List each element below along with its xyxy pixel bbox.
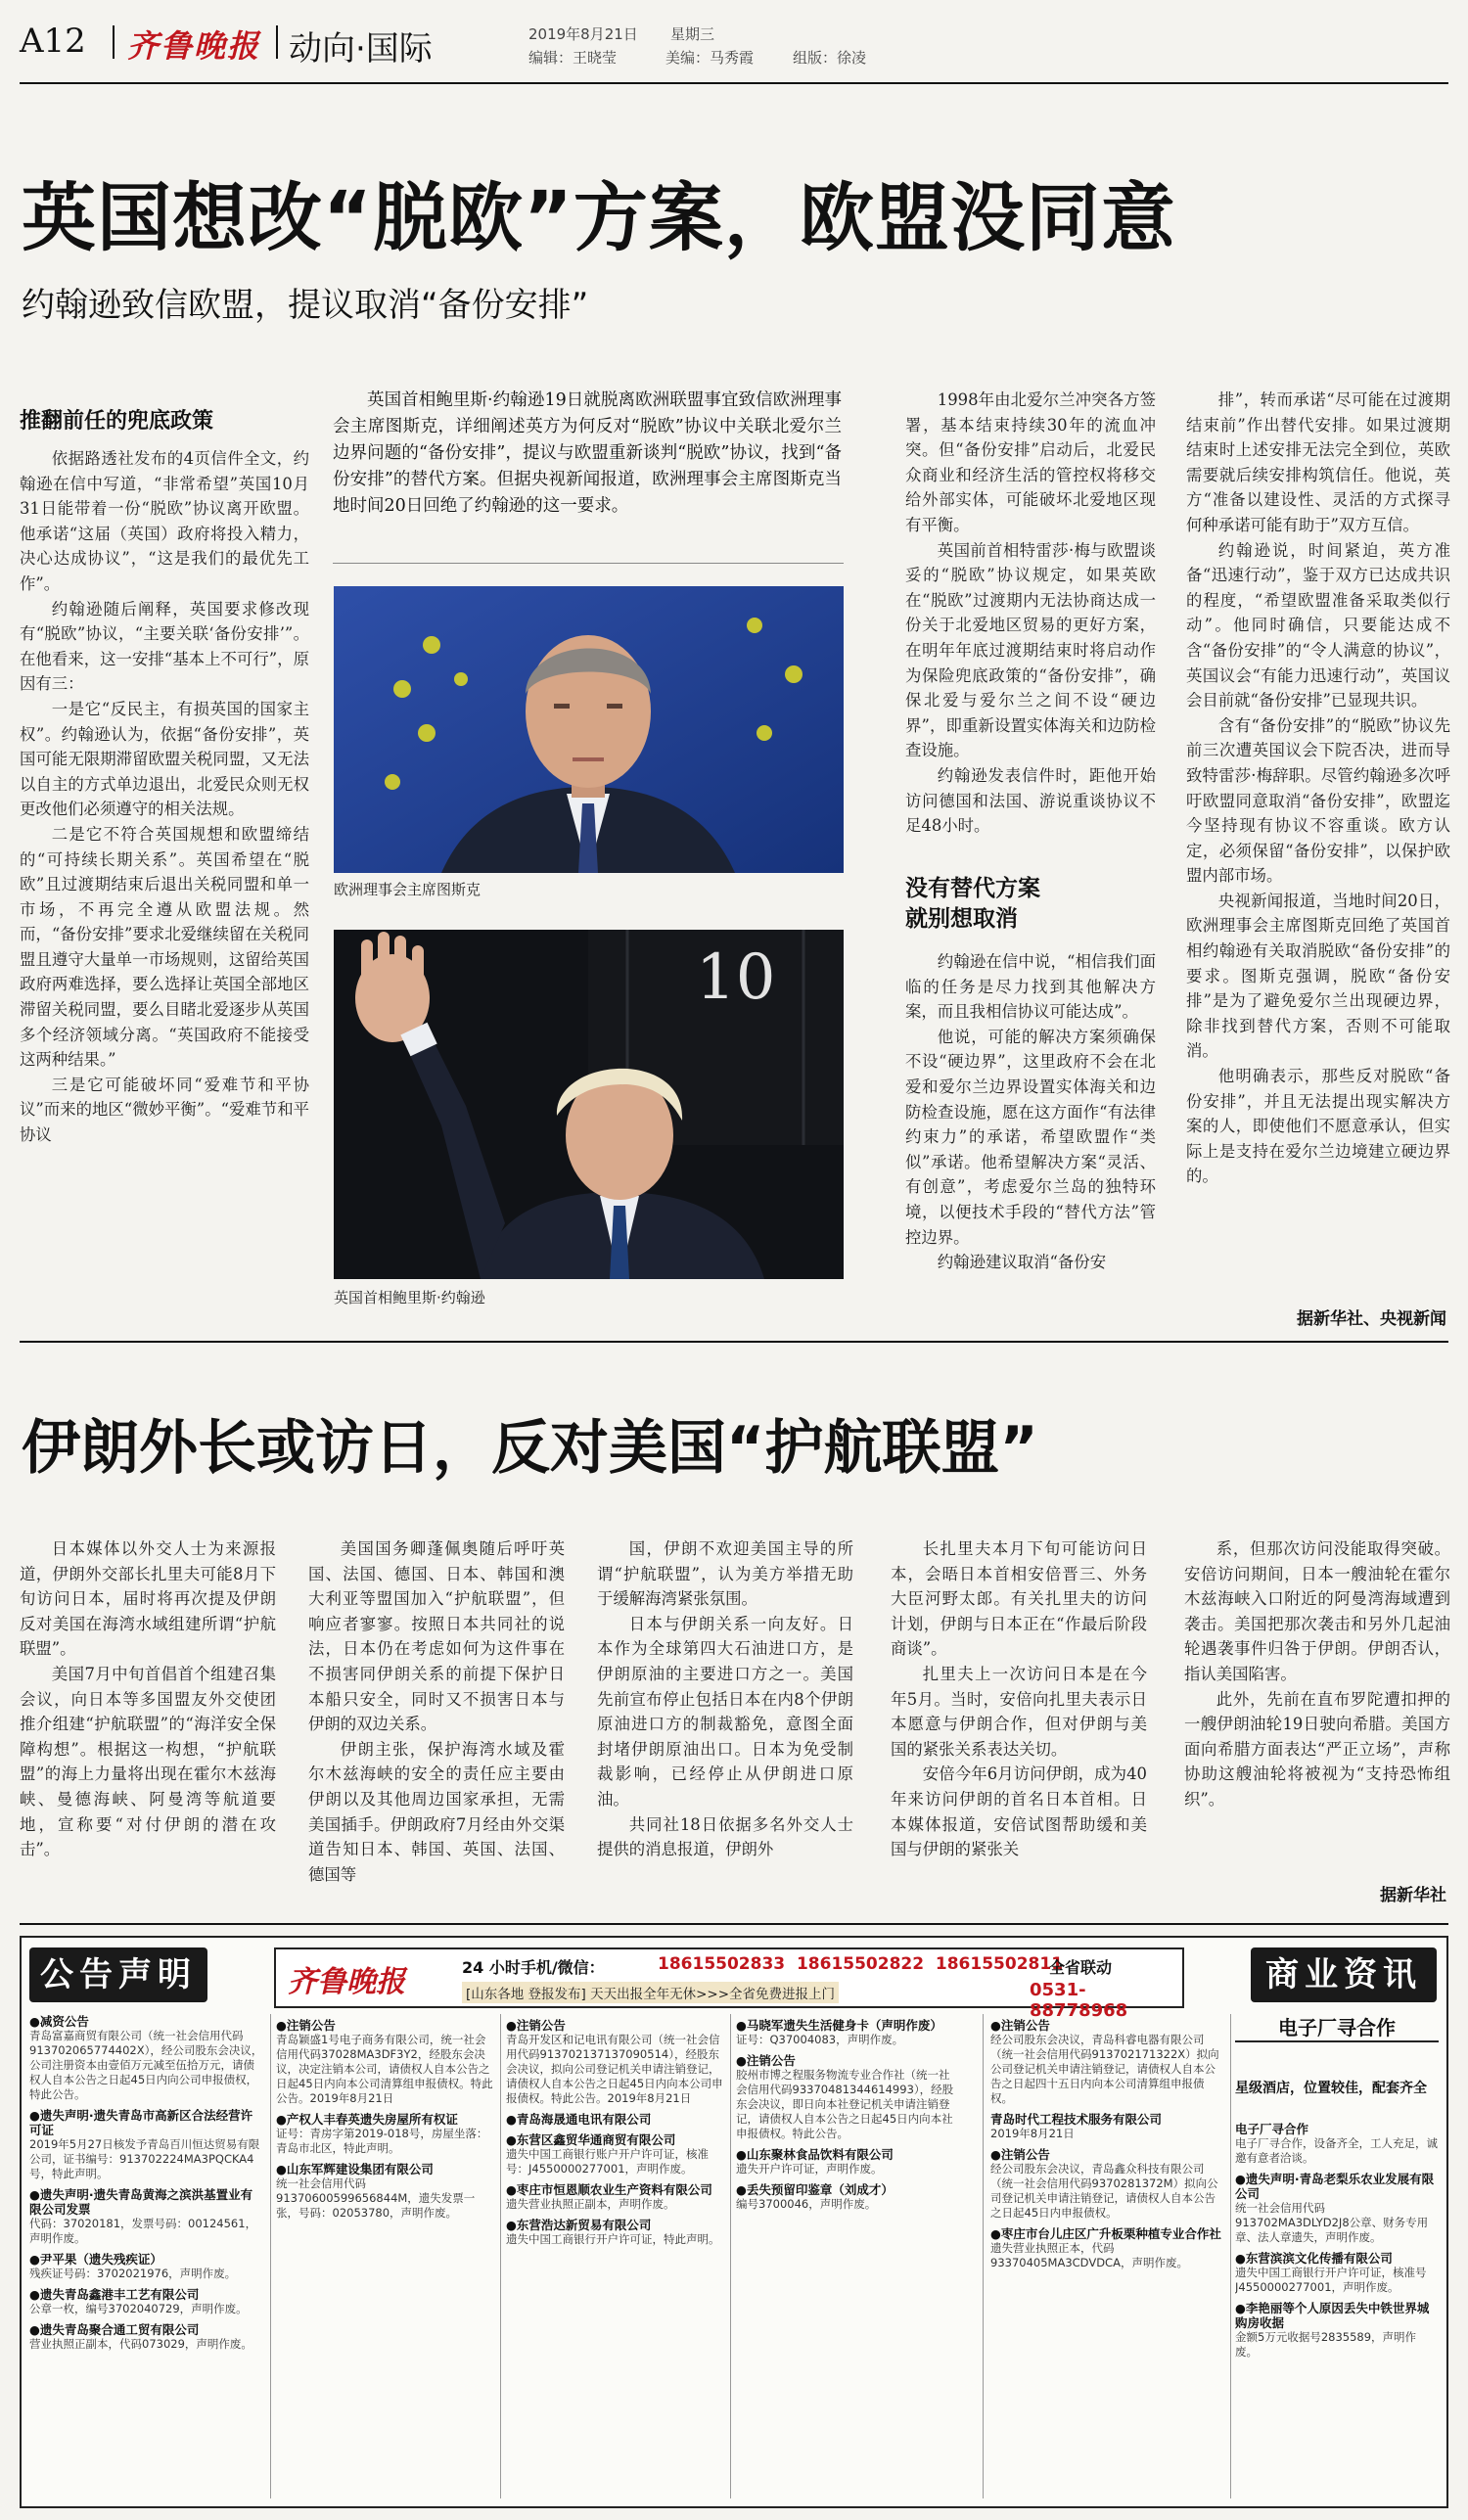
notice-section-label: 公告声明 bbox=[29, 1947, 207, 2002]
ad-item bbox=[506, 2182, 726, 2212]
ad-title: ●注销公告 bbox=[276, 2018, 336, 2033]
ads-rule bbox=[20, 1923, 1448, 1925]
ad-title: ●东营浩达新贸易有限公司 bbox=[506, 2218, 652, 2232]
paragraph: 日本媒体以外交人士为来源报道，伊朗外交部长扎里夫可能8月下旬访问日本，届时将再次提及伊朗反对美国在海湾水域组建所谓“护航联盟”。 bbox=[20, 1539, 276, 1659]
story1-column-1 bbox=[20, 401, 309, 1326]
ad-item bbox=[990, 2226, 1225, 2270]
ad-title: ●注销公告 bbox=[990, 2018, 1050, 2033]
paragraph: 共同社18日依据多名外交人士提供的消息报道，伊朗外 bbox=[597, 1814, 853, 1859]
story2-column-5 bbox=[1184, 1536, 1450, 1874]
ad-title: ●山东军辉建设集团有限公司 bbox=[276, 2162, 434, 2176]
johnson-photo-graphic bbox=[334, 930, 844, 1279]
ad-item bbox=[990, 2018, 1225, 2106]
ads-column-right bbox=[1235, 2122, 1439, 2498]
paragraph: 长扎里夫本月下旬可能访问日本，会晤日本首相安倍晋三、外务大臣河野太郎。有关扎里夫的访问计划，伊朗与日本正在“作最后阶段商谈”。 bbox=[891, 1539, 1147, 1659]
ad-item bbox=[736, 2053, 956, 2141]
paragraph: 约翰逊建议取消“备份安 bbox=[937, 1253, 1107, 1272]
ads-column-4 bbox=[736, 2018, 956, 2497]
story1-col3-subheading: 没有替代方案 就别想取消 bbox=[905, 876, 1040, 932]
ad-body: 2019年5月27日核发予青岛百川恒达贸易有限公司，证书编号：913702224MA3PQCKA4号，特此声明。 bbox=[29, 2137, 260, 2180]
johnson-caption: 英国首相鲍里斯·约翰逊 bbox=[334, 1289, 485, 1306]
ad-body: 遗失中国工商银行开户许可证，特此声明。 bbox=[506, 2232, 720, 2246]
paragraph: 安倍今年6月访问伊朗，成为40年来访问伊朗的首名日本首相。日本媒体报道，安倍试图帮助缓和美国与伊朗的紧张关 bbox=[891, 1764, 1147, 1859]
ad-item bbox=[506, 2132, 726, 2176]
ad-item bbox=[990, 2112, 1225, 2141]
ad-title: ●东营滨滨文化传播有限公司 bbox=[1235, 2251, 1393, 2266]
ad-body: 2019年8月21日 bbox=[990, 2127, 1075, 2140]
ad-body: 代码：37020181，发票号码：00124561，声明作废。 bbox=[29, 2217, 257, 2245]
ad-divider bbox=[730, 2014, 731, 2498]
ad-title: ●注销公告 bbox=[990, 2147, 1050, 2162]
story1-lead bbox=[333, 388, 842, 544]
ad-item bbox=[276, 2112, 496, 2156]
ad-title: ●尹平果（遗失残疾证） bbox=[29, 2252, 162, 2267]
paragraph: 系，但那次访问没能取得突破。安倍访问期间，日本一艘油轮在霍尔木兹海峡入口附近的阿曼湾海域遭到袭击。美国把那次袭击和另外几起油轮遇袭事件归咎于伊朗。伊朗否认，指认美国陷害。 bbox=[1184, 1539, 1450, 1683]
editor-credit: 编辑：王晓莹 bbox=[528, 49, 618, 67]
paragraph: 伊朗主张，保护海湾水域及霍尔木兹海峡的安全的责任应主要由伊朗以及其他周边国家承担，无需美国插手。伊朗政府7月经由外交渠道告知日本、韩国、英国、法国、德国等 bbox=[308, 1739, 565, 1884]
ad-item bbox=[736, 2018, 956, 2047]
story1-col1-subheading: 推翻前任的兜底政策 bbox=[20, 409, 214, 434]
ads-column-1 bbox=[29, 2014, 264, 2498]
ad-body: 统一社会信用代码91370600599656844M，遗失发票一张，号码：02053780，声明作废。 bbox=[276, 2176, 476, 2220]
section-rule bbox=[20, 1341, 1448, 1343]
ad-title: ●遗失声明·遗失青岛黄海之滨洪基置业有限公司发票 bbox=[29, 2187, 253, 2217]
story1-headline: 英国想改“脱欧”方案，欧盟没同意 bbox=[22, 174, 1176, 261]
ad-title: ●遗失青岛聚合通工贸有限公司 bbox=[29, 2322, 200, 2337]
ad-body: 证号：Q37004083，声明作废。 bbox=[736, 2033, 904, 2046]
ad-title: ●枣庄市台儿庄区广升板栗种植专业合作社 bbox=[990, 2226, 1221, 2241]
ad-title: ●减资公告 bbox=[29, 2014, 89, 2029]
ad-item bbox=[1235, 2122, 1439, 2166]
ad-body: 遗失营业执照正本，代码93370405MA3CDVDCA，声明作废。 bbox=[990, 2241, 1188, 2269]
business-section-label: 商业资讯 bbox=[1251, 1947, 1437, 2002]
ad-body: 遗失营业执照正副本，声明作废。 bbox=[506, 2197, 675, 2211]
paragraph: 约翰逊在信中说，“相信我们面临的任务是尽力找到其他解决方案，而且我相信协议可能达成”。 bbox=[905, 952, 1156, 1022]
ad-body: 遗失开户许可证，声明作废。 bbox=[736, 2162, 883, 2176]
paragraph: 日本与伊朗关系一向友好。日本作为全球第四大石油进口方，是伊朗原油的主要进口方之一。美国先前宣布停止包括日本在内8个伊朗原油进口方的制裁豁免，意图全面封堵伊朗原油出口。日本为免受制裁影响，已经停止从伊朗进口原油。 bbox=[597, 1614, 853, 1809]
ad-item bbox=[506, 2018, 726, 2106]
ad-title: ●青岛海晟通电讯有限公司 bbox=[506, 2112, 652, 2127]
lead-rule bbox=[333, 563, 844, 564]
header-rule bbox=[20, 82, 1448, 84]
layout-credit: 组版：徐凌 bbox=[793, 49, 867, 67]
banner-national: 全省联动 bbox=[1049, 1958, 1113, 1977]
banner-logo: 齐鲁晚报 bbox=[288, 1965, 405, 1999]
story1-column-3b bbox=[905, 949, 1156, 1321]
ad-item bbox=[506, 2112, 726, 2127]
weekday: 星期三 bbox=[670, 25, 715, 43]
ad-item bbox=[736, 2182, 956, 2212]
ad-item bbox=[1235, 2301, 1439, 2360]
paragraph: 排”，转而承诺“尽可能在过渡期结束前”作出替代安排。如果过渡期结束时上述安排无法完全到位，英欧需要就后续安排构筑信任。他说，英方“准备以建设性、灵活的方式探寻何种承诺可能有助于”双方互信。 bbox=[1186, 390, 1450, 534]
ad-title: 电子厂寻合作 bbox=[1235, 2122, 1309, 2136]
ad-item bbox=[276, 2018, 496, 2106]
ad-body: 遗失中国工商银行开户许可证，核准号J4550000277001，声明作废。 bbox=[1235, 2266, 1427, 2294]
ad-title: ●遗失青岛鑫港丰工艺有限公司 bbox=[29, 2287, 200, 2302]
ad-title: ●丢失预留印鉴章（刘成才） bbox=[736, 2182, 894, 2197]
page-header bbox=[20, 18, 1448, 76]
ad-item bbox=[990, 2147, 1225, 2221]
story2-column-4 bbox=[891, 1536, 1147, 1906]
story2-source: 据新华社 bbox=[1380, 1886, 1446, 1905]
story1-column-3 bbox=[905, 388, 1156, 855]
ad-body: 统一社会信用代码913702MA3DLYD2J8公章、财务专用章、法人章遗失，声明作废。 bbox=[1235, 2201, 1429, 2244]
story2-column-3 bbox=[597, 1536, 853, 1906]
paragraph: 英国前首相特雷莎·梅与欧盟谈妥的“脱欧”协议规定，如果英欧在“脱欧”过渡期内无法协商达成一份关于北爱地区贸易的更好方案，在明年年底过渡期结束时将启动作为保险兜底政策的“备份安排”，确保北爱与爱尔兰之间不设“硬边界”，即重新设置实体海关和边防检查设施。 bbox=[905, 540, 1156, 760]
ad-title: ●马晓军遗失生活健身卡（声明作废） bbox=[736, 2018, 942, 2033]
paragraph: 他明确表示，那些反对脱欧“备份安排”，并且无法提出现实解决方案的人，即使他们不愿意承认，但实际上是支持在爱尔兰边境建立硬边界的。 bbox=[1186, 1067, 1450, 1186]
header-divider bbox=[276, 25, 278, 59]
ad-body: 营业执照正副本，代码073029，声明作废。 bbox=[29, 2337, 252, 2351]
ad-title: ●注销公告 bbox=[506, 2018, 566, 2033]
paragraph: 约翰逊发表信件时，距他开始访问德国和法国、游说重谈协议不足48小时。 bbox=[905, 765, 1156, 836]
story2-column-1 bbox=[20, 1536, 276, 1906]
ad-divider bbox=[500, 2014, 501, 2498]
ad-body: 经公司股东会决议，青岛科睿电器有限公司（统一社会信用代码913702171322X）拟向公司登记机关申请注销登记，请债权人自本公告之日起四十五日内向本公司清算组申报债权。 bbox=[990, 2033, 1219, 2105]
ad-item bbox=[29, 2014, 264, 2102]
tusk-photo bbox=[334, 586, 844, 873]
ad-title: ●遗失声明·青岛老梨乐农业发展有限公司 bbox=[1235, 2172, 1435, 2201]
ad-body: 青岛颖盛1号电子商务有限公司，统一社会信用代码37028MA3DF3Y2，经股东会决议，决定注销本公司，请债权人自本公告之日起45日内向本公司清算组申报债权。特此公告。2019年8月21日 bbox=[276, 2033, 493, 2105]
tusk-caption: 欧洲理事会主席图斯克 bbox=[334, 881, 482, 898]
ad-title: ●李艳丽等个人原因丢失中铁世界城购房收据 bbox=[1235, 2301, 1430, 2330]
section-title: 动向·国际 bbox=[289, 29, 433, 69]
ad-body: 残疾证号码：3702021976，声明作废。 bbox=[29, 2267, 237, 2280]
ad-item bbox=[506, 2218, 726, 2247]
ad-body: 金额5万元收据号2835589，声明作废。 bbox=[1235, 2330, 1417, 2359]
ad-title: ●产权人丰春英遗失房屋所有权证 bbox=[276, 2112, 458, 2127]
paragraph: 他说，可能的解决方案须确保不设“硬边界”，这里政府不会在北爱和爱尔兰边界设置实体海关和边防检查设施，愿在这方面作“有法律约束力”的承诺，希望欧盟作“类似”承诺。他希望解决方案“灵活、有创意”，考虑爱尔兰岛的独特环境，以便技术手段的“替代方法”管控边界。 bbox=[905, 1027, 1156, 1247]
paragraph: 扎里夫上一次访问日本是在今年5月。当时，安倍向扎里夫表示日本愿意与伊朗合作，但对伊朗与美国的紧张关系表达关切。 bbox=[891, 1664, 1147, 1759]
banner-telephone: 0531-88778968 bbox=[1030, 1980, 1128, 2021]
ad-title: ●枣庄市恒恩顺农业生产资料有限公司 bbox=[506, 2182, 712, 2197]
ad-body: 青岛开发区和记电讯有限公司（统一社会信用代码913702137137090514），经股东会决议，拟向公司登记机关申请注销登记，请债权人自本公告之日起45日内向本公司申报债权。特此公告。2019年8月21日 bbox=[506, 2033, 723, 2105]
ad-item bbox=[736, 2147, 956, 2176]
ad-title: ●注销公告 bbox=[736, 2053, 796, 2068]
ad-item bbox=[29, 2287, 264, 2316]
paragraph: 国，伊朗不欢迎美国主导的所谓“护航联盟”，认为美方举措无助于缓解海湾紧张氛围。 bbox=[597, 1539, 853, 1609]
ad-body: 遗失中国工商银行账户开户许可证，核准号：J4550000277001，声明作废。 bbox=[506, 2147, 709, 2176]
lead-paragraph: 英国首相鲍里斯·约翰逊19日就脱离欧洲联盟事宜致信欧洲理事会主席图斯克，详细阐述英方为何反对“脱欧”协议中关联北爱尔兰边界问题的“备份安排”，提议与欧盟重新谈判“脱欧”协议，找到“备份安排”的替代方案。但据央视新闻报道，欧洲理事会主席图斯克当地时间20日回绝了约翰逊的这一要求。 bbox=[333, 390, 842, 516]
paragraph: 美国国务卿蓬佩奥随后呼吁英国、法国、德国、日本、韩国和澳大利亚等盟国加入“护航联盟”，但响应者寥寥。按照日本共同社的说法，日本仍在考虑如何为这件事在不损害同伊朗关系的前提下保护日本船只安全，同时又不损害日本与伊朗的双边关系。 bbox=[308, 1539, 565, 1734]
business-title: 电子厂寻合作 bbox=[1235, 2012, 1439, 2042]
ads-column-3 bbox=[506, 2018, 726, 2497]
designer-credit: 美编：马秀霞 bbox=[665, 49, 755, 67]
ad-title: ●山东聚林食品饮料有限公司 bbox=[736, 2147, 894, 2162]
ad-item bbox=[1235, 2251, 1439, 2295]
ad-item bbox=[29, 2108, 264, 2181]
paragraph: 一是它“反民主，有损英国的国家主权”。约翰逊认为，依据“备份安排”，英国可能无限期滞留欧盟关税同盟，又无法以自主的方式单边退出，北爱民众则无权更改他们必须遵守的相关法规。 bbox=[20, 699, 309, 819]
door-number: 10 bbox=[696, 941, 776, 1014]
ad-divider bbox=[270, 2014, 271, 2498]
newspaper-logo: 齐鲁晚报 bbox=[127, 27, 261, 65]
johnson-photo bbox=[334, 930, 844, 1279]
ad-divider bbox=[1230, 2014, 1231, 2498]
ad-title: 青岛时代工程技术服务有限公司 bbox=[990, 2112, 1163, 2127]
ads-column-2 bbox=[276, 2018, 496, 2497]
banner-phones: 18615502833 18615502822 18615502811 bbox=[658, 1954, 1064, 1974]
ads-column-5 bbox=[990, 2018, 1225, 2497]
ad-item bbox=[276, 2162, 496, 2221]
page-number: A12 bbox=[20, 22, 86, 61]
ad-body: 青岛富嘉商贸有限公司（统一社会信用代码913702065774402X），经公司股东会决议，公司注册资本由壹佰万元减至伍拾万元，请债权人自本公告之日起45日内向公司申报债权，特此公告。 bbox=[29, 2029, 263, 2101]
banner-hotline-label: 24 小时手机/微信： bbox=[462, 1958, 605, 1977]
ad-body: 编号3700046，声明作废。 bbox=[736, 2197, 877, 2211]
ad-body: 胶州市博之程服务物流专业合作社（统一社会信用代码93370481344614993），经股东会决议，即日向本社登记机关申请注销登记，请债权人自本公告之日起45日内向本社申报债权。特此公告。 bbox=[736, 2068, 954, 2140]
ad-banner bbox=[274, 1947, 1184, 2021]
paragraph: 约翰逊说，时间紧迫，英方准备“迅速行动”，鉴于双方已达成共识的程度，“希望欧盟准备采取类似行动”。他同时确信，只要能达成不含“备份安排”的“令人满意的协议”，英国议会“有能力迅速行动”，英国议会目前就“备份安排”已显现共识。 bbox=[1186, 540, 1450, 710]
tusk-photo-graphic bbox=[334, 586, 844, 873]
story1-source: 据新华社、央视新闻 bbox=[1297, 1309, 1446, 1329]
story1-column-4 bbox=[1186, 388, 1450, 1303]
ad-item bbox=[29, 2187, 264, 2246]
story2-column-2 bbox=[308, 1536, 565, 1906]
business-subtitle: 星级酒店，位置较佳，配套齐全 bbox=[1235, 2081, 1427, 2096]
story1-subhead: 约翰逊致信欧盟，提议取消“备份安排” bbox=[22, 286, 589, 325]
ad-title: ●遗失声明·遗失青岛市高新区合法经营许可证 bbox=[29, 2108, 253, 2137]
ad-title: ●东营区鑫贸华通商贸有限公司 bbox=[506, 2132, 676, 2147]
ad-item bbox=[29, 2252, 264, 2281]
paragraph: 依据路透社发布的4页信件全文，约翰逊在信中写道，“非常希望”英国10月31日能带着一份“脱欧”协议离开欧盟。他承诺“这届（英国）政府将投入精力，决心达成协议”，“这是我们的最优先工作”。 bbox=[20, 449, 309, 593]
ad-body: 电子厂寻合作，设备齐全，工人充足，诚邀有意者洽谈。 bbox=[1235, 2136, 1438, 2165]
paragraph: 二是它不符合英国规想和欧盟缔结的“可持续长期关系”。英国希望在“脱欧”且过渡期结束后退出关税同盟和单一市场，不再完全遵从欧盟法规。然而，“备份安排”要求北爱继续留在关税同盟且遵守大量单一市场规则，这留给英国政府两难选择，要么选择让英国全部地区滞留关税同盟，要么目睹北爱逐步从英国多个经济领域分离。“英国政府不能接受这两种结果。” bbox=[20, 824, 309, 1070]
paragraph: 美国7月中旬首倡首个组建召集会议，向日本等多国盟友外交使团推介组建“护航联盟”的“海洋安全保障构想”。根据这一构想，“护航联盟”的海上力量将出现在霍尔木兹海峡、曼德海峡、阿曼湾等航道要地，宣称要“对付伊朗的潜在攻击”。 bbox=[20, 1664, 276, 1859]
paragraph: 含有“备份安排”的“脱欧”协议先前三次遭英国议会下院否决，进而导致特雷莎·梅辞职。尽管约翰逊多次呼吁欧盟同意取消“备份安排”，欧盟迄今坚持现有协议不容重谈。欧方认定，必须保留“备份安排”，以保护欧盟内部市场。 bbox=[1186, 715, 1450, 886]
ad-body: 经公司股东会决议，青岛鑫众科技有限公司（统一社会信用代码9370281372M）拟向公司登记机关申请注销登记，请债权人自本公告之日起45日内申报债权。 bbox=[990, 2162, 1218, 2220]
paragraph: 此外，先前在直布罗陀遭扣押的一艘伊朗油轮19日驶向希腊。美国方面向希腊方面表达“严正立场”，声称协助这艘油轮将被视为“支持恐怖组织”。 bbox=[1184, 1689, 1450, 1809]
paragraph: 三是它可能破坏同“爱难节和平协议”而来的地区“微妙平衡”。“爱难节和平协议 bbox=[20, 1075, 309, 1145]
ad-body: 证号：青房字第2019-018号，房屋坐落：青岛市北区，特此声明。 bbox=[276, 2127, 488, 2155]
paragraph: 1998年由北爱尔兰冲突各方签署，基本结束持续30年的流血冲突。但“备份安排”启动后，北爱民众商业和经济生活的管控权将移交给外部实体，可能破坏北爱地区现有平衡。 bbox=[905, 390, 1156, 534]
paragraph: 央视新闻报道，当地时间20日，欧洲理事会主席图斯克回绝了英国首相约翰逊有关取消脱欧“备份安排”的要求。图斯克强调，脱欧“备份安排”是为了避免爱尔兰出现硬边界，除非找到替代方案，否则不可能取消。 bbox=[1186, 891, 1450, 1061]
ad-divider bbox=[983, 2014, 984, 2498]
ad-item bbox=[29, 2322, 264, 2352]
ad-body: 公章一枚，编号3702040729，声明作废。 bbox=[29, 2302, 248, 2315]
issue-date: 2019年8月21日 bbox=[528, 25, 638, 43]
header-divider bbox=[113, 25, 115, 59]
paragraph: 约翰逊随后阐释，英国要求修改现有“脱欧”协议，“主要关联‘备份安排’”。在他看来，这一安排“基本上不可行”，原因有三： bbox=[20, 599, 309, 694]
ad-item bbox=[1235, 2172, 1439, 2245]
story2-headline: 伊朗外长或访日，反对美国“护航联盟” bbox=[22, 1414, 1038, 1483]
banner-slogan: [山东各地 登报发布] 天天出报全年无休>>>全省免费进报上门 bbox=[462, 1982, 839, 2003]
